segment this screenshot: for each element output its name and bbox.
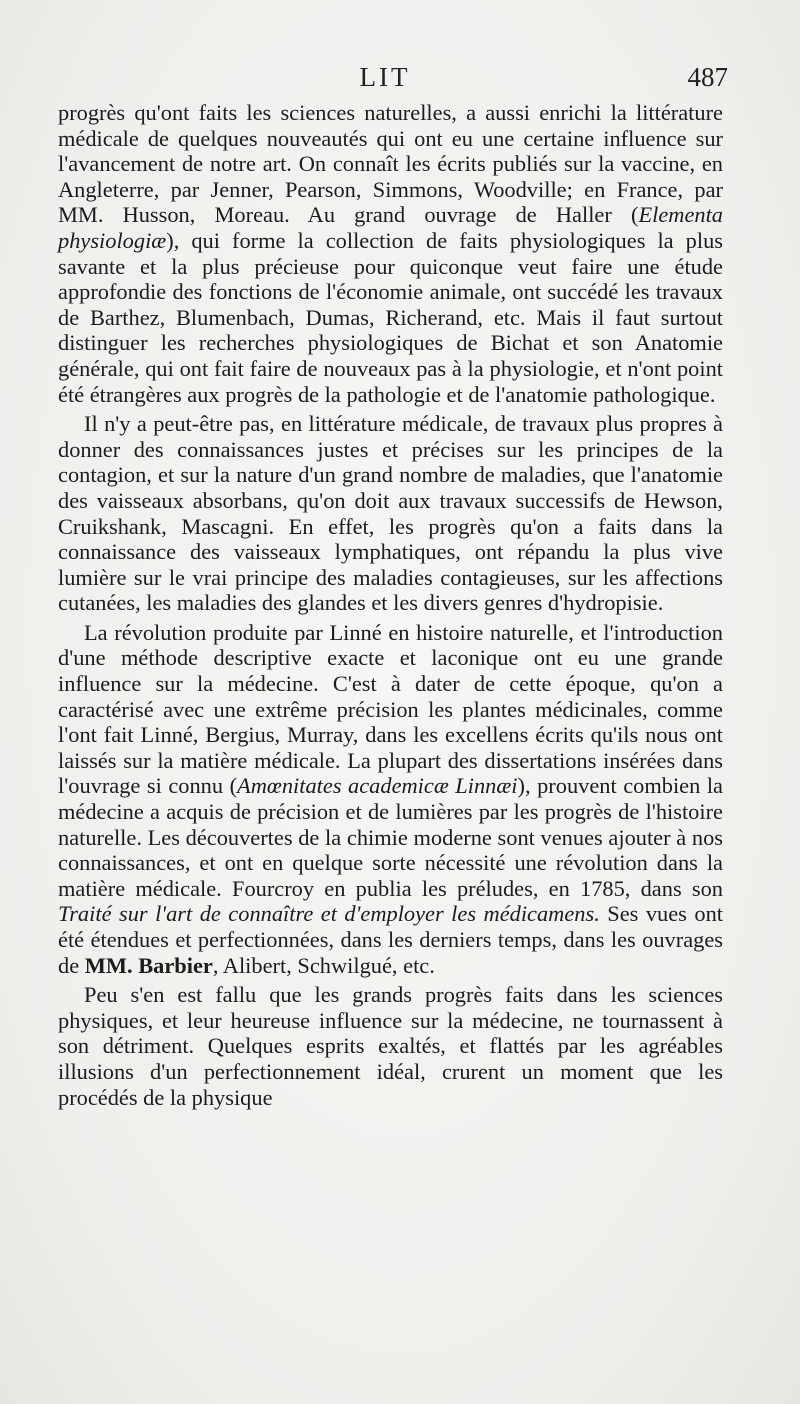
paragraph-1-text-b: ), qui forme la collection de faits physiologiques la plus savante et la plus précieuse pour quiconque veut faire une étude approfondie des fonctions de l'économie animale, ont succédé les travaux de Barthez, Blumenbach, Dumas, Richerand, etc. Mais il faut surtout distinguer les recherches physiologiques de Bichat et son Anatomie générale, qui ont fait faire de nouveaux pas à la physiologie, et n'ont point été étrangères aux progrès de la pathologie et de l'anatomie pathologique. [58, 227, 723, 407]
paragraph-3-bold-names: MM. Barbier [84, 952, 213, 978]
paragraph-4: Peu s'en est fallu que les grands progrès faits dans les sciences physiques, et leur heureuse influence sur la médecine, ne tournassent à son détriment. Quelques esprits exaltés, et flattés par les agréables illusions d'un perfectionnement idéal, crurent un moment que les procédés de la physique [58, 982, 723, 1110]
paragraph-3 [58, 620, 723, 978]
paragraph-2: Il n'y a peut-être pas, en littérature médicale, de travaux plus propres à donner des connaissances justes et précises sur les principes de la contagion, et sur la nature d'un grand nombre de maladies, que l'anatomie des vaisseaux absorbans, qu'on doit aux travaux successifs de Hewson, Cruikshank, Mascagni. En effet, les progrès qu'on a faits dans la connaissance des vaisseaux lymphatiques, ont répandu la plus vive lumière sur le vrai principe des maladies contagieuses, sur les affections cutanées, les maladies des glandes et les divers genres d'hydropisie. [58, 411, 723, 616]
page-number: 487 [687, 62, 728, 92]
page-header [0, 62, 800, 102]
paragraph-1-italic-title: Elementa physiologiæ [58, 202, 723, 253]
paragraph-3-italic-title-2: Traité sur l'art de connaître et d'employer les médicamens. [58, 901, 600, 927]
running-head: LIT [359, 62, 411, 92]
paragraph-3-text-c: Ses vues ont été étendues et perfectionnées, dans les derniers temps, dans les ouvrages de [58, 901, 723, 978]
body-text [58, 100, 723, 1110]
paragraph-3-text-d: , Alibert, Schwilgué, etc. [212, 952, 435, 978]
paragraph-3-text-a: La révolution produite par Linné en histoire naturelle, et l'introduction d'une méthode descriptive exacte et laconique ont eu une grande influence sur la médecine. C'est à dater de cette époque, qu'on a caractérisé avec une extrême précision les plantes médicinales, comme l'ont fait Linné, Bergius, Murray, dans les excellens écrits qu'ils nous ont laissés sur la matière médicale. La plupart des dissertations insérées dans l'ouvrage si connu ( [58, 619, 723, 799]
paragraph-3-text-b: ), prouvent combien la médecine a acquis de précision et de lumières par les progrès de l'histoire naturelle. Les découvertes de la chimie moderne sont venues ajouter à nos connaissances, et ont en quelque sorte nécessité une révolution dans la matière médicale. Fourcroy en publia les préludes, en 1785, dans son [58, 773, 723, 901]
paragraph-1 [58, 100, 723, 407]
paragraph-3-italic-title-1: Amœnitates academicæ Linnæi [237, 773, 518, 799]
paragraph-1-text-a: progrès qu'ont faits les sciences naturelles, a aussi enrichi la littérature médicale de quelques nouveautés qui ont eu une certaine influence sur l'avancement de notre art. On connaît les écrits publiés sur la vaccine, en Angleterre, par Jenner, Pearson, Simmons, Woodville; en France, par MM. Husson, Moreau. Au grand ouvrage de Haller ( [58, 100, 723, 228]
